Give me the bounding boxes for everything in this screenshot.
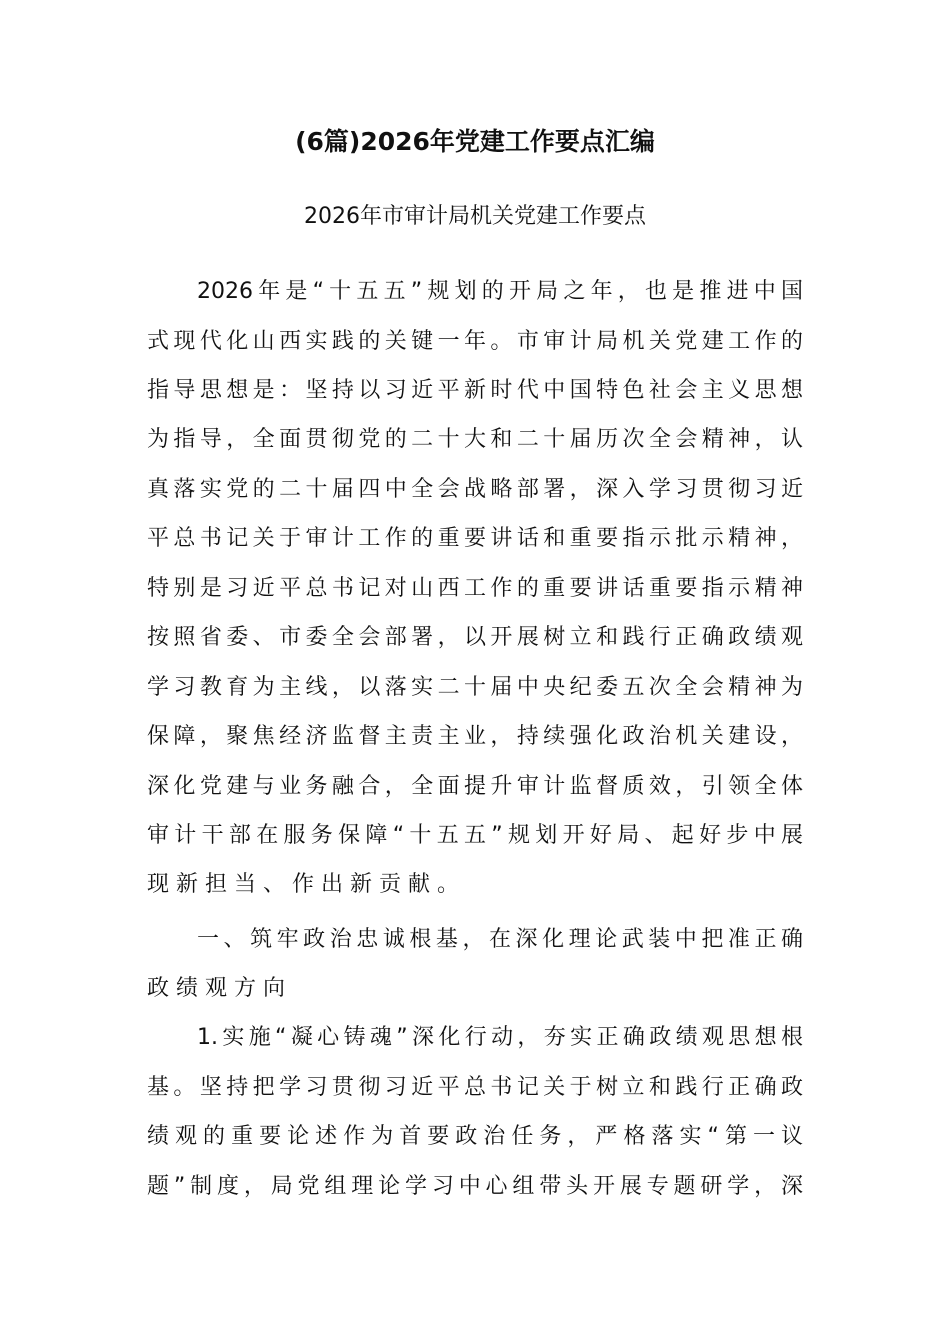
- text-line: 一、筑牢政治忠诚根基，在深化理论武装中把准正确: [197, 927, 803, 952]
- text-line: 2026年是“十五五”规划的开局之年，也是推进中国: [197, 279, 803, 304]
- text-line: 特别是习近平总书记对山西工作的重要讲话重要指示精神: [147, 576, 803, 601]
- text-line: 1.实施“凝心铸魂”深化行动，夯实正确政绩观思想根: [197, 1025, 803, 1050]
- document-subtitle: 2026年市审计局机关党建工作要点: [304, 204, 646, 229]
- text-line: 指导思想是：坚持以习近平新时代中国特色社会主义思想: [147, 378, 803, 403]
- text-line: 现新担当、作出新贡献。: [147, 872, 467, 897]
- text-line: 题”制度，局党组理论学习中心组带头开展专题研学，深: [147, 1174, 803, 1199]
- text-line: 保障，聚焦经济监督主责主业，持续强化政治机关建设，: [147, 724, 803, 749]
- text-line: 式现代化山西实践的关键一年。市审计局机关党建工作的: [147, 329, 803, 354]
- text-line: 按照省委、市委全会部署，以开展树立和践行正确政绩观: [147, 625, 803, 650]
- text-line: 平总书记关于审计工作的重要讲话和重要指示批示精神，: [147, 526, 803, 551]
- text-line: 为指导，全面贯彻党的二十大和二十届历次全会精神，认: [147, 427, 803, 452]
- text-line: 学习教育为主线，以落实二十届中央纪委五次全会精神为: [147, 675, 803, 700]
- text-line: 深化党建与业务融合，全面提升审计监督质效，引领全体: [147, 774, 803, 799]
- text-line: 政绩观方向: [147, 976, 293, 1001]
- text-line: 审计干部在服务保障“十五五”规划开好局、起好步中展: [147, 823, 803, 848]
- text-line: 绩观的重要论述作为首要政治任务，严格落实“第一议: [147, 1124, 803, 1149]
- text-line: 基。坚持把学习贯彻习近平总书记关于树立和践行正确政: [147, 1075, 803, 1100]
- document-title: (6篇)2026年党建工作要点汇编: [295, 127, 655, 156]
- text-line: 真落实党的二十届四中全会战略部署，深入学习贯彻习近: [147, 477, 803, 502]
